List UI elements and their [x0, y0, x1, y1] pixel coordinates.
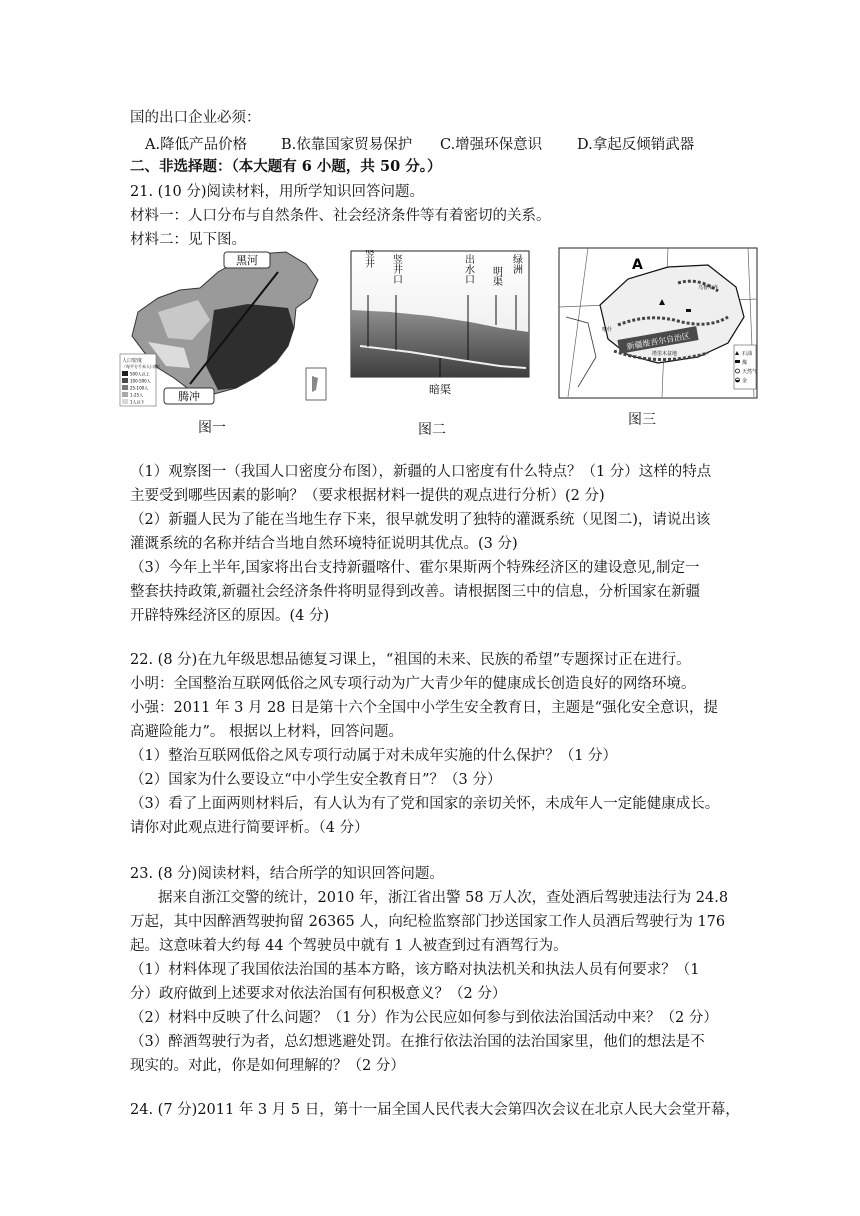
figure-3-caption: 图三	[628, 412, 656, 428]
question-22-material-1: 小明：全国整治互联网低俗之风专项行动为广大青少年的健康成长创造良好的网络环境。	[130, 676, 696, 692]
label-shaft-mouth: 竖井口	[390, 254, 402, 284]
figure-2-caption: 图二	[418, 422, 446, 438]
question-21-1-cont: 主要受到哪些因素的影响？（要求根据材料一提供的观点进行分析）(2 分)	[130, 488, 605, 504]
label-open-channel: 明渠	[490, 266, 502, 286]
label-heihe: 黑河	[236, 254, 258, 267]
figure-3-map	[558, 247, 758, 399]
question-23-3: （3）醉酒驾驶行为者，总幻想逃避处罚。在推行依法治国的法治国家里，他们的想法是不	[130, 1034, 705, 1050]
question-21-1: （1）观察图一（我国人口密度分布图），新疆的人口密度有什么特点？（1 分）这样的特点	[130, 464, 712, 480]
question-22-2: （2）国家为什么要设立“中小学生安全教育日”？（3 分）	[130, 772, 502, 788]
question-21-2: （2）新疆人民为了能在当地生存下来，很早就发明了独特的灌溉系统（见图二)，请说出该	[130, 512, 711, 528]
question-21-3-cont: 整套扶持政策,新疆社会经济条件将明显得到改善。请根据图三中的信息，分析国家在新疆	[130, 584, 701, 600]
material-2: 材料二：见下图。	[130, 232, 246, 248]
figure-1-caption: 图一	[198, 420, 226, 436]
legend-item: 500人以上	[130, 371, 150, 377]
question-23-1-cont: 分）政府做到上述要求对依法治国有何积极意义？（2 分）	[130, 986, 507, 1002]
question-22-3-cont: 请你对此观点进行简要评析。（4 分）	[130, 820, 369, 836]
material-1: 材料一：人口分布与自然条件、社会经济条件等有着密切的关系。	[130, 208, 551, 224]
option-a: A.降低产品价格	[145, 137, 248, 153]
option-b: B.依靠国家贸易保护	[281, 137, 413, 153]
question-23-1: （1）材料体现了我国依法治国的基本方略，该方略对执法机关和执法人员有何要求？（1	[130, 962, 700, 978]
question-22-stem: 22. (8 分)在九年级思想品德复习课上，“祖国的未来、民族的希望”专题探讨正在进行。	[130, 652, 691, 668]
question-22-material-2: 小强：2011 年 3 月 28 日是第十六个全国中小学生安全教育日，主题是“强化安全意识，提	[130, 700, 719, 716]
legend-item: 100-500人	[130, 378, 151, 384]
option-d: D.拿起反倾销武器	[577, 137, 695, 153]
legend-title: 人口密度	[122, 358, 143, 364]
figure-1-map	[118, 250, 328, 410]
legend-item: 1人以下	[130, 399, 145, 405]
question-21-stem: 21. (10 分)阅读材料，用所学知识回答问题。	[130, 184, 425, 200]
figure-2-diagram	[350, 250, 530, 400]
question-22-1: （1）整治互联网低俗之风专项行动属于对未成年实施的什么保护？（1 分）	[130, 748, 618, 764]
label-tengchong: 腾冲	[178, 390, 200, 403]
legend-item: 石油	[742, 351, 753, 357]
question-21-2-cont: 灌溉系统的名称并结合当地自然环境特征说明其优点。(3 分)	[130, 536, 518, 552]
label-urumqi: 乌鲁木齐	[698, 285, 719, 291]
legend-item: 25-100人	[130, 385, 149, 391]
question-21-3-cont2: 开辟特殊经济区的原因。(4 分)	[130, 608, 330, 624]
label-shaft: 竖井	[362, 250, 374, 268]
label-tarim: 塔里木盆地	[652, 351, 678, 357]
label-kashgar: 喀什	[602, 327, 613, 333]
question-23-material-cont2: 起。这意味着大约每 44 个驾驶员中就有 1 人被查到过有酒驾行为。	[130, 938, 568, 954]
question-22-material-2-cont: 高避险能力”。 根据以上材料，回答问题。	[130, 724, 404, 740]
section-heading: 二、非选择题：（本大题有 6 小题，共 50 分。）	[130, 158, 442, 175]
legend-item: 煤	[742, 360, 748, 366]
label-a: A	[632, 257, 643, 273]
question-22-3: （3）看了上面两则材料后，有人认为有了党和国家的亲切关怀，未成年人一定能健康成长。	[130, 796, 720, 812]
text-line: 国的出口企业必须：	[130, 110, 261, 126]
legend-subtitle: （每平方千米人口数）	[122, 364, 162, 369]
question-21-3: （3）今年上半年,国家将出台支持新疆喀什、霍尔果斯两个特殊经济区的建设意见,制定一	[130, 560, 700, 576]
question-23-stem: 23. (8 分)阅读材料，结合所学的知识回答问题。	[130, 866, 444, 882]
option-c: C.增强环保意识	[440, 137, 543, 153]
question-23-material: 据来自浙江交警的统计，2010 年，浙江省出警 58 万人次，查处酒后驾驶违法行为 24.8	[158, 890, 729, 906]
question-23-2: （2）材料中反映了什么问题？（1 分）作为公民应如何参与到依法治国活动中来？（2 分）	[130, 1010, 718, 1026]
legend-item: 1-25人	[130, 392, 144, 398]
label-water-outlet: 出水口	[462, 254, 474, 284]
question-24-stem: 24. (7 分)2011 年 3 月 5 日，第十一届全国人民代表大会第四次会议在北京人民大会堂开幕，	[130, 1102, 740, 1118]
legend-item: 天然气	[742, 369, 758, 375]
label-underground-channel: 暗渠	[429, 383, 451, 396]
label-oasis: 绿洲	[510, 254, 522, 274]
question-23-material-cont: 万起，其中因醉酒驾驶拘留 26365 人，向纪检监察部门抄送国家工作人员酒后驾驶行为 176	[130, 914, 726, 930]
question-23-3-cont: 现实的。对此，你是如何理解的？（2 分）	[130, 1058, 405, 1074]
legend-item: 金	[742, 378, 748, 384]
label-xinjiang: 新疆维吾尔自治区	[625, 331, 691, 352]
